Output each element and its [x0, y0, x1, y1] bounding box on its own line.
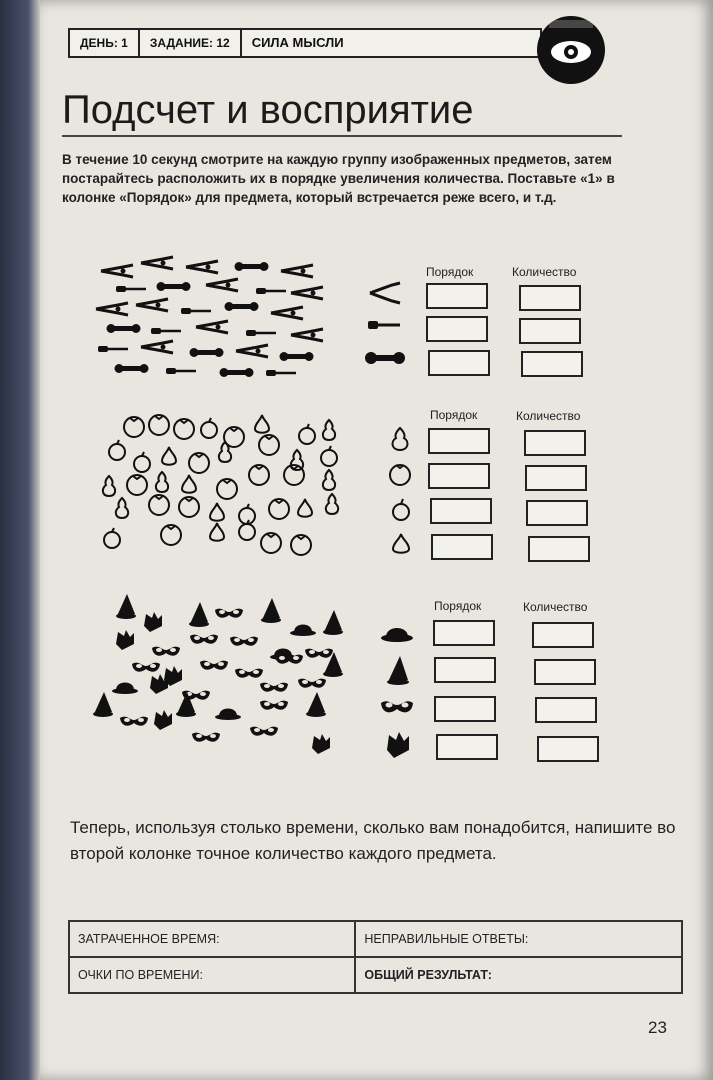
- wrong-answers-cell[interactable]: НЕПРАВИЛЬНЫЕ ОТВЕТЫ:: [355, 921, 682, 957]
- order-box-garlic[interactable]: [431, 534, 493, 560]
- count-box-screwdriver[interactable]: [519, 318, 581, 344]
- tomato-icon: [388, 462, 412, 486]
- count-box-glove[interactable]: [537, 736, 599, 762]
- count-box-pear[interactable]: [524, 430, 586, 456]
- count-header-3: Количество: [523, 600, 588, 614]
- order-box-glove[interactable]: [436, 734, 498, 760]
- eye-head-logo-icon: [535, 14, 607, 86]
- order-box-screwdriver[interactable]: [426, 316, 488, 342]
- order-header-1: Порядок: [426, 265, 474, 279]
- instructions-text: В течение 10 секунд смотрите на каждую группу изображенных предметов, затем постарайтесь расположить их в порядке увеличения количества. Поставьте «1» в колонке «Порядок» для предмета, который встречается реже всего, и т.д.: [62, 152, 615, 205]
- count-box-pliers[interactable]: [519, 285, 581, 311]
- order-header-3: Порядок: [434, 599, 482, 613]
- task-header: [68, 28, 542, 58]
- count-box-wrench[interactable]: [521, 351, 583, 377]
- count-box-bowler-hat[interactable]: [532, 622, 594, 648]
- topic-label: СИЛА МЫСЛИ: [251, 35, 344, 50]
- order-box-apple[interactable]: [430, 498, 492, 524]
- score-table: [68, 920, 683, 994]
- mask-icon: [380, 698, 414, 718]
- day-label: ДЕНЬ: 1: [70, 30, 140, 56]
- time-points-cell[interactable]: ОЧКИ ПО ВРЕМЕНИ:: [69, 957, 355, 993]
- order-box-pear[interactable]: [428, 428, 490, 454]
- screwdriver-icon: [368, 318, 402, 332]
- order-box-bowler-hat[interactable]: [433, 620, 495, 646]
- task-label: ЗАДАНИЕ: 12: [140, 30, 242, 56]
- costume-picture: [90, 592, 350, 762]
- outro-text: Теперь, используя столько времени, сколько вам понадобится, напишите во второй колонке точное количество каждого предмета.: [70, 818, 676, 863]
- tools-picture: [96, 255, 326, 380]
- title-divider: [62, 135, 622, 137]
- glove-icon: [384, 732, 412, 760]
- count-header-2: Количество: [516, 409, 581, 423]
- page-number: 23: [648, 1018, 667, 1037]
- page-title: Подсчет и восприятие: [62, 88, 474, 132]
- pear-icon: [390, 426, 410, 452]
- apple-icon: [391, 498, 411, 522]
- count-box-mask[interactable]: [535, 697, 597, 723]
- bowler-hat-icon: [380, 622, 414, 644]
- book-spine: [0, 0, 40, 1080]
- count-box-apple[interactable]: [526, 500, 588, 526]
- count-box-tomato[interactable]: [525, 465, 587, 491]
- count-header-1: Количество: [512, 265, 577, 279]
- order-box-pliers[interactable]: [426, 283, 488, 309]
- fruits-picture: [98, 412, 348, 557]
- order-box-wizard-hat[interactable]: [434, 657, 496, 683]
- count-box-wizard-hat[interactable]: [534, 659, 596, 685]
- order-header-2: Порядок: [430, 408, 478, 422]
- count-box-garlic[interactable]: [528, 536, 590, 562]
- wizard-hat-icon: [386, 656, 412, 686]
- total-cell[interactable]: ОБЩИЙ РЕЗУЛЬТАТ:: [355, 957, 682, 993]
- garlic-icon: [391, 533, 411, 555]
- order-box-wrench[interactable]: [428, 350, 490, 376]
- order-box-mask[interactable]: [434, 696, 496, 722]
- wrench-icon: [366, 350, 404, 366]
- order-box-tomato[interactable]: [428, 463, 490, 489]
- time-spent-cell[interactable]: ЗАТРАЧЕННОЕ ВРЕМЯ:: [69, 921, 355, 957]
- pliers-icon: [368, 282, 402, 304]
